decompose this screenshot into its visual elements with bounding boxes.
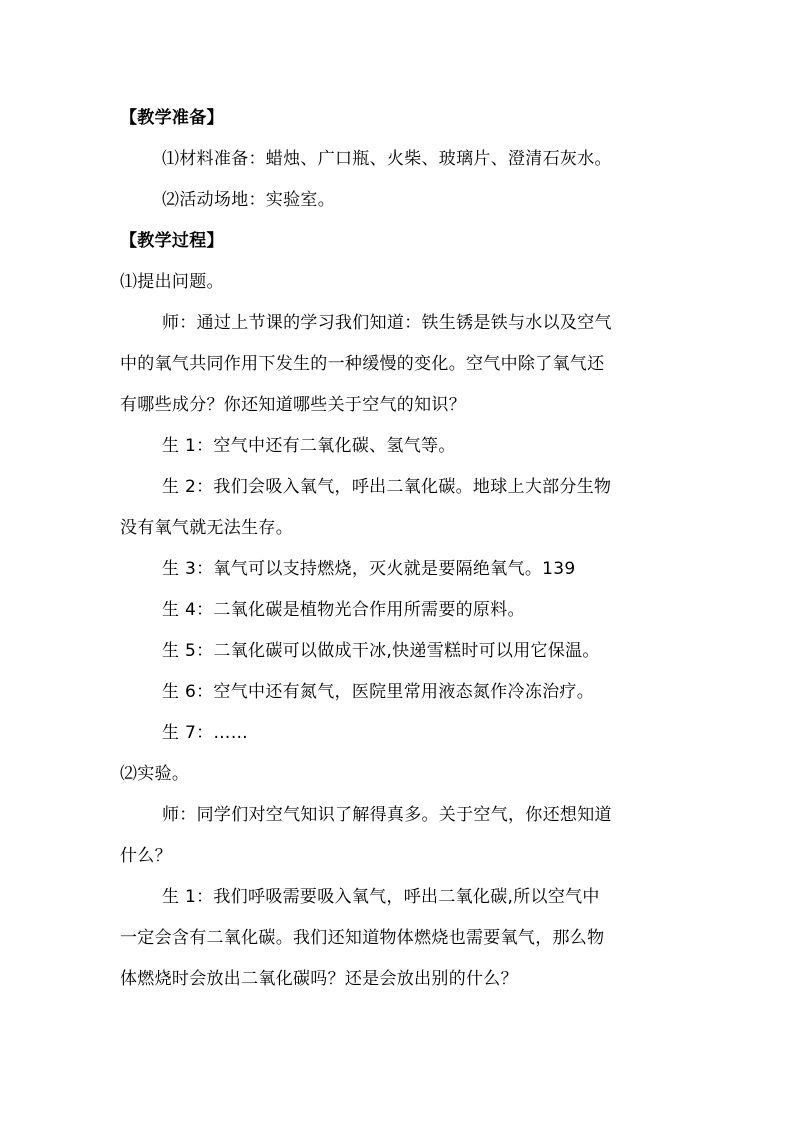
student-b1-answer-line-2: 一定会含有二氧化碳。我们还知道物体燃烧也需要氧气，那么物 <box>120 928 605 948</box>
student-7-answer: 生 7：…… <box>162 723 249 743</box>
student-b1-answer-line-1: 生 1：我们呼吸需要吸入氧气，呼出二氧化碳,所以空气中 <box>162 887 600 907</box>
step-ask-question: ⑴提出问题。 <box>120 272 224 292</box>
student-1-answer: 生 1：空气中还有二氧化碳、氢气等。 <box>162 436 456 456</box>
teacher-paragraph-1-line-2: 中的氧气共同作用下发生的一种缓慢的变化。空气中除了氧气还 <box>120 354 605 374</box>
teacher-paragraph-1-line-1: 师：通过上节课的学习我们知道：铁生锈是铁与水以及空气 <box>162 313 612 333</box>
prep-item-materials: ⑴材料准备：蜡烛、广口瓶、火柴、玻璃片、澄清石灰水。 <box>162 149 612 169</box>
student-2-answer-line-2: 没有氧气就无法生存。 <box>120 518 293 538</box>
student-4-answer: 生 4：二氧化碳是植物光合作用所需要的原料。 <box>162 600 525 620</box>
prep-heading: 【教学准备】 <box>120 108 224 128</box>
student-6-answer: 生 6：空气中还有氮气，医院里常用液态氮作冷冻治疗。 <box>162 682 595 702</box>
process-heading: 【教学过程】 <box>120 231 224 251</box>
student-2-answer-line-1: 生 2：我们会吸入氧气，呼出二氧化碳。地球上大部分生物 <box>162 477 612 497</box>
prep-item-venue: ⑵活动场地：实验室。 <box>162 190 335 210</box>
student-5-answer: 生 5：二氧化碳可以做成干冰,快递雪糕时可以用它保温。 <box>162 641 600 661</box>
student-b1-answer-line-3: 体燃烧时会放出二氧化碳吗？还是会放出别的什么？ <box>120 969 518 989</box>
step-experiment: ⑵实验。 <box>120 764 190 784</box>
teacher-paragraph-2-line-1: 师：同学们对空气知识了解得真多。关于空气，你还想知道 <box>162 805 612 825</box>
teacher-paragraph-1-line-3: 有哪些成分？你还知道哪些关于空气的知识？ <box>120 395 466 415</box>
teacher-paragraph-2-line-2: 什么？ <box>120 846 172 866</box>
student-3-answer: 生 3：氧气可以支持燃烧，灭火就是要隔绝氧气。139 <box>162 559 576 579</box>
